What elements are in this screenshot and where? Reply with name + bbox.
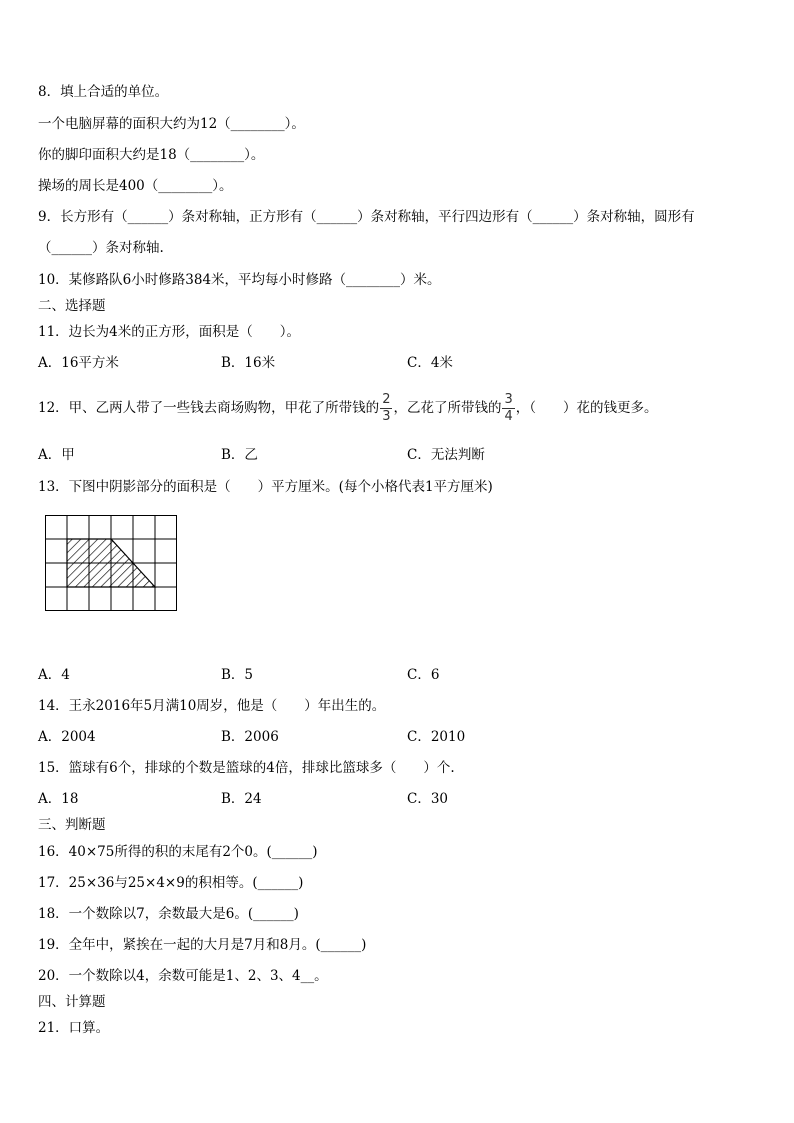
fraction-three-quarters (502, 392, 514, 425)
q13-stem: 13．下图中阴影部分的面积是（ ）平方厘米。(每个小格代表1平方厘米) (38, 479, 493, 495)
q12-option-b[interactable]: B．乙 (221, 447, 258, 463)
q12-options (38, 446, 738, 464)
q15-option-c[interactable]: C．30 (407, 791, 449, 807)
q11-options (38, 354, 738, 372)
q17-text: 17．25×36与25×4×9的积相等。(______) (38, 875, 304, 891)
q14-option-b[interactable]: B．2006 (221, 729, 279, 745)
fraction-two-thirds (380, 392, 392, 425)
q13-option-c[interactable]: C．6 (407, 667, 440, 683)
q9-line-2: （______）条对称轴. (38, 240, 164, 256)
q14-option-a[interactable]: A．2004 (38, 729, 96, 745)
fraction-numerator: 2 (382, 392, 391, 407)
q11-option-a[interactable]: A．16平方米 (38, 355, 119, 371)
q9-line-1: 9．长方形有（______）条对称轴，正方形有（______）条对称轴，平行四边形有（______）条对称轴，圆形有 (38, 209, 695, 225)
q14-stem: 14．王永2016年5月满10周岁，他是（ ）年出生的。 (38, 698, 386, 714)
section-calc-heading: 四、计算题 (38, 994, 106, 1010)
q12-option-c[interactable]: C．无法判断 (407, 447, 485, 463)
q12-text-2: ，乙花了所带钱的 (393, 400, 502, 416)
q12-option-a[interactable]: A．甲 (38, 447, 75, 463)
section-choice-heading: 二、选择题 (38, 298, 106, 314)
q12-text-3: ，（ ）花的钱更多。 (515, 400, 658, 416)
q14-options (38, 728, 738, 746)
q14-option-c[interactable]: C．2010 (407, 729, 466, 745)
q13-option-b[interactable]: B．5 (221, 667, 254, 683)
q12-stem (38, 390, 658, 426)
q21-text: 21．口算。 (38, 1020, 110, 1036)
q16-text: 16．40×75所得的积的末尾有2个0。(______) (38, 844, 318, 860)
fraction-numerator: 3 (504, 392, 513, 407)
q15-option-a[interactable]: A．18 (38, 791, 79, 807)
q19-text: 19．全年中，紧挨在一起的大月是7月和8月。(______) (38, 937, 367, 953)
q8-title: 8．填上合适的单位。 (38, 84, 169, 100)
q8-item-c: 操场的周长是400（________）。 (38, 178, 233, 194)
q18-text: 18．一个数除以7，余数最大是6。(______) (38, 906, 299, 922)
q20-text: 20．一个数除以4，余数可能是1、2、3、4__。 (38, 968, 328, 984)
q13-option-a[interactable]: A．4 (38, 667, 70, 683)
fraction-denominator: 4 (504, 409, 513, 424)
q11-option-b[interactable]: B．16米 (221, 355, 276, 371)
q8-item-b: 你的脚印面积大约是18（________）。 (38, 147, 265, 163)
q15-option-b[interactable]: B．24 (221, 791, 262, 807)
q11-stem: 11．边长为4米的正方形，面积是（ ）。 (38, 324, 301, 340)
q15-options (38, 790, 738, 808)
section-judge-heading: 三、判断题 (38, 817, 106, 833)
q12-text-1: 12．甲、乙两人带了一些钱去商场购物，甲花了所带钱的 (38, 400, 380, 416)
q8-item-a: 一个电脑屏幕的面积大约为12（________）。 (38, 116, 305, 132)
q13-options (38, 666, 738, 684)
q10-text: 10．某修路队6小时修路384米，平均每小时修路（________）米。 (38, 272, 441, 288)
q13-grid-figure (45, 515, 179, 613)
q15-stem: 15．篮球有6个，排球的个数是篮球的4倍，排球比篮球多（ ）个. (38, 760, 455, 776)
q11-option-c[interactable]: C．4米 (407, 355, 453, 371)
fraction-denominator: 3 (382, 409, 391, 424)
